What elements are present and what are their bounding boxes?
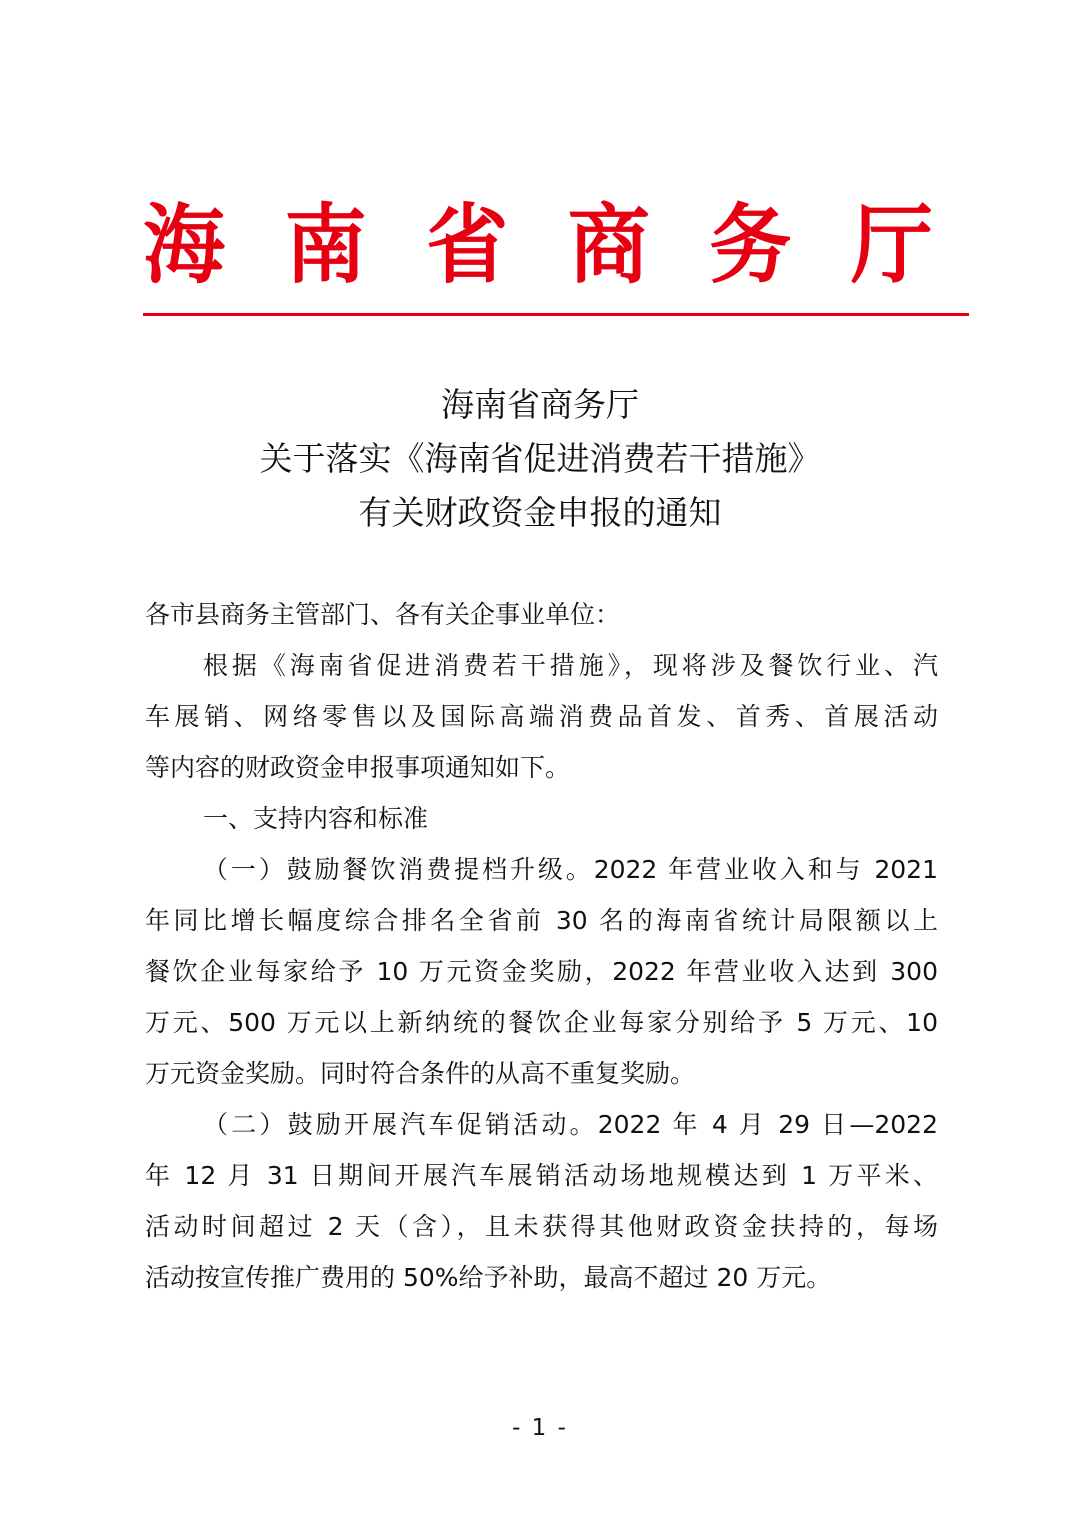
paragraph-line: 餐饮企业每家给予 10 万元资金奖励，2022 年营业收入达到 300 [145,957,938,986]
document-title [0,378,1080,540]
title-line: 海南省商务厅 [441,385,639,424]
title-line: 有关财政资金申报的通知 [358,493,722,532]
paragraph-line: 年 12 月 31 日期间开展汽车展销活动场地规模达到 1 万平米、 [145,1161,938,1190]
title-line: 关于落实《海南省促进消费若干措施》 [259,439,821,478]
masthead-char: 商 [567,195,650,296]
paragraph-line: 活动时间超过 2 天（含），且未获得其他财政资金扶持的，每场 [145,1212,938,1241]
masthead-divider [143,313,969,316]
masthead-title [143,196,933,296]
paragraph-line: 万元资金奖励。同时符合条件的从高不重复奖励。 [145,1059,696,1088]
salutation: 各市县商务主管部门、各有关企事业单位： [145,600,621,629]
paragraph-line: （二）鼓励开展汽车促销活动。2022 年 4 月 29 日—2022 [203,1110,938,1139]
section-heading: 一、支持内容和标准 [203,804,429,833]
paragraph-line: 根据《海南省促进消费若干措施》，现将涉及餐饮行业、汽 [203,651,938,680]
paragraph-line: 车展销、网络零售以及国际高端消费品首发、首秀、首展活动 [145,702,938,731]
paragraph-line: 年同比增长幅度综合排名全省前 30 名的海南省统计局限额以上 [145,906,938,935]
masthead-char: 海 [143,195,226,296]
document-body [145,589,938,1303]
masthead-char: 务 [709,195,792,296]
paragraph-line: （一）鼓励餐饮消费提档升级。2022 年营业收入和与 2021 [203,855,938,884]
masthead-char: 省 [426,195,509,296]
paragraph-line: 等内容的财政资金申报事项通知如下。 [145,753,571,782]
masthead-char: 南 [284,195,367,296]
page-number: - 1 - [512,1415,568,1441]
paragraph-line: 活动按宣传推广费用的 50%给予补助，最高不超过 20 万元。 [145,1263,832,1292]
paragraph-line: 万元、500 万元以上新纳统的餐饮企业每家分别给予 5 万元、10 [145,1008,938,1037]
masthead-char: 厅 [850,195,933,296]
